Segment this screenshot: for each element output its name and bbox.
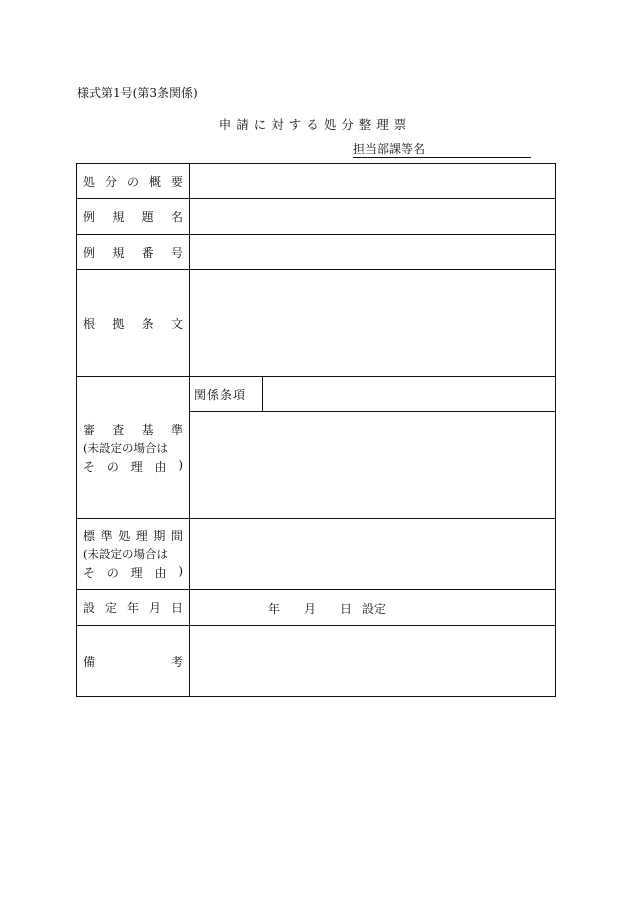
label-char: 標 — [83, 529, 96, 543]
field-remarks[interactable] — [190, 626, 556, 697]
field-basis-text[interactable] — [190, 270, 556, 377]
disposition-form-table — [76, 163, 556, 697]
field-standard-period[interactable] — [190, 519, 556, 590]
label-char: の — [106, 566, 119, 580]
field-regulation-title[interactable] — [190, 199, 556, 235]
row-regulation-title — [77, 199, 556, 235]
label-char: 番 — [141, 245, 154, 260]
label-char: 処 — [118, 529, 131, 543]
label-char: 規 — [112, 245, 125, 260]
row-standard-period — [77, 519, 556, 590]
label-char: 間 — [170, 529, 183, 543]
row-regulation-number — [77, 235, 556, 270]
field-review-criteria[interactable] — [190, 412, 556, 519]
related-articles-label: 関係条項 — [190, 377, 263, 411]
document-title: 申請に対する処分整理票 — [218, 117, 412, 132]
field-set-date[interactable] — [190, 590, 556, 626]
label-char: 備 — [83, 654, 96, 669]
row-review-criteria-top — [77, 377, 556, 412]
label-char: そ — [83, 566, 96, 580]
label-char: 題 — [141, 210, 154, 224]
date-suffix-label: 設定 — [362, 601, 387, 616]
label-char: 由 — [154, 459, 167, 474]
label-char: 号 — [170, 245, 183, 260]
reason-note-line1: (未設定の場合は — [83, 440, 168, 455]
reason-note-line1: (未設定の場合は — [83, 547, 168, 561]
label-basis-text — [77, 270, 190, 377]
label-char: 準 — [100, 529, 113, 543]
row-basis-text — [77, 270, 556, 377]
label-remarks — [77, 626, 190, 697]
label-char: 年 — [126, 601, 139, 615]
label-char: 規 — [112, 210, 125, 224]
label-char: ) — [178, 564, 183, 578]
department-label: 担当部課等名 — [353, 142, 426, 156]
label-set-date — [77, 590, 190, 626]
label-char: 例 — [83, 210, 96, 224]
label-standard-period — [77, 519, 190, 590]
label-char: 例 — [83, 245, 96, 260]
label-char: 条 — [141, 316, 154, 331]
label-char: 考 — [170, 654, 183, 669]
date-month-label: 月 — [304, 601, 317, 616]
label-char: 概 — [148, 174, 161, 189]
row-remarks — [77, 626, 556, 697]
label-char: 根 — [83, 316, 96, 331]
date-day-label: 日 — [340, 601, 353, 616]
label-char: 処 — [83, 174, 96, 189]
label-char: そ — [83, 459, 96, 474]
label-char: 定 — [104, 601, 117, 615]
field-disposition-overview[interactable] — [190, 164, 556, 199]
label-char: 由 — [154, 566, 167, 580]
label-char: の — [106, 459, 119, 474]
label-regulation-number — [77, 235, 190, 270]
label-char: の — [126, 174, 139, 189]
label-char: 理 — [130, 566, 143, 580]
label-char: 文 — [170, 316, 183, 331]
label-char: 期 — [153, 529, 166, 543]
label-char: 理 — [130, 459, 143, 474]
label-char: 査 — [112, 422, 125, 437]
label-disposition-overview — [77, 164, 190, 199]
date-year-label: 年 — [268, 601, 281, 616]
field-regulation-number[interactable] — [190, 235, 556, 270]
label-char: 分 — [104, 174, 117, 189]
row-set-date — [77, 590, 556, 626]
label-char: 拠 — [112, 316, 125, 331]
label-char: 基 — [141, 422, 154, 437]
department-name-field[interactable] — [353, 141, 531, 158]
row-disposition-overview — [77, 164, 556, 199]
form-number: 様式第1号(第3条関係) — [77, 86, 198, 100]
label-regulation-title — [77, 199, 190, 235]
related-articles-row — [190, 377, 556, 412]
label-char: 月 — [148, 601, 161, 615]
label-char: ) — [178, 457, 183, 472]
label-char: 理 — [135, 529, 148, 543]
label-char: 準 — [170, 422, 183, 437]
field-related-articles[interactable] — [263, 377, 555, 411]
label-char: 日 — [170, 601, 183, 615]
label-char: 要 — [170, 174, 183, 189]
label-char: 名 — [170, 210, 183, 224]
label-char: 審 — [83, 422, 96, 437]
label-review-criteria — [77, 377, 190, 519]
label-char: 設 — [83, 601, 96, 615]
